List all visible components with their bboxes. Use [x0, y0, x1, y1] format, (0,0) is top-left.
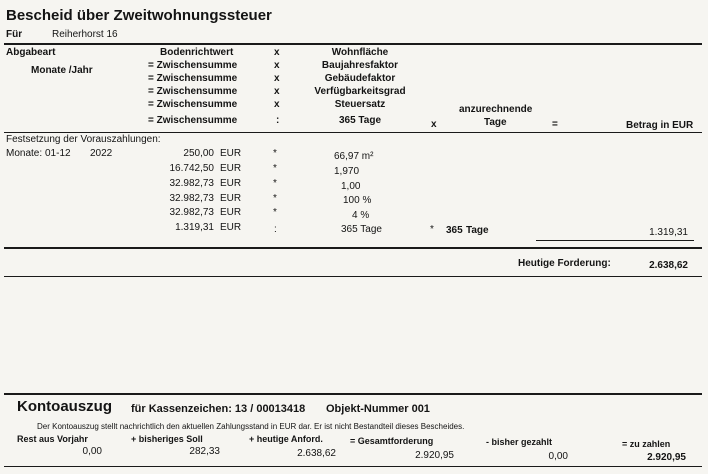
- heutige-rule: [4, 276, 702, 277]
- abgabeart-label: Abgabeart: [6, 47, 56, 58]
- amount-cell: 32.982,73: [169, 178, 214, 189]
- formula-right: Wohnfläche: [331, 47, 389, 58]
- formula-left: = Zwischensumme: [148, 99, 238, 110]
- header-rest-vorjahr: Rest aus Vorjahr: [17, 434, 88, 444]
- fuer-value: Reiherhorst 16: [52, 29, 118, 40]
- monate-label: Monate:: [6, 148, 43, 159]
- header-heutige-anford: + heutige Anford.: [249, 434, 323, 444]
- value-bisheriges-soll: 282,33: [189, 446, 220, 457]
- factor-cell: 365 Tage: [341, 224, 382, 235]
- value-heutige-anford: 2.638,62: [297, 448, 336, 459]
- formula-right: Baujahresfaktor: [321, 60, 399, 71]
- formula-op: x: [274, 47, 280, 58]
- konto-title: Kontoauszug: [17, 398, 112, 415]
- factor-cell: 1,970: [334, 166, 360, 177]
- operator-cell: *: [273, 207, 277, 218]
- amount-cell: 1.319,31: [175, 222, 214, 233]
- value-zu-zahlen: 2.920,95: [647, 452, 686, 463]
- currency-cell: EUR: [220, 207, 242, 218]
- last-days: 365: [446, 225, 463, 236]
- monate-range: 01-12: [45, 148, 71, 159]
- currency-cell: EUR: [220, 148, 242, 159]
- result-rule: [536, 240, 694, 241]
- festsetzung-rule: [4, 247, 702, 249]
- operator-cell: *: [273, 163, 277, 174]
- operator-cell: *: [273, 148, 277, 159]
- header-zu-zahlen: = zu zahlen: [622, 439, 671, 449]
- formula-op: x: [274, 60, 280, 71]
- betrag-label: Betrag in EUR: [626, 120, 694, 131]
- amount-cell: 32.982,73: [169, 193, 214, 204]
- factor-cell: 4 %: [352, 210, 370, 221]
- amount-cell: 250,00: [183, 148, 214, 159]
- operator-cell: *: [273, 193, 277, 204]
- currency-cell: EUR: [220, 178, 242, 189]
- festsetzung-title: Festsetzung der Vorauszahlungen:: [6, 134, 161, 145]
- formula-left: = Zwischensumme: [148, 60, 238, 71]
- konto-bottom-rule: [4, 466, 702, 467]
- monate-jahr-label: Monate /Jahr: [31, 65, 93, 76]
- header-bisheriges-soll: + bisheriges Soll: [131, 434, 203, 444]
- konto-top-rule: [4, 393, 702, 395]
- last-tage: Tage: [466, 225, 489, 236]
- factor-cell: 66,97 m²: [334, 151, 374, 162]
- formula-right: Gebäudefaktor: [324, 73, 396, 84]
- kassenzeichen: für Kassenzeichen: 13 / 00013418: [131, 403, 306, 415]
- factor-cell: 1,00: [341, 181, 361, 192]
- last-operator: *: [430, 224, 434, 235]
- currency-cell: EUR: [220, 193, 242, 204]
- tage-label: Tage: [484, 117, 507, 128]
- formula-left: Bodenrichtwert: [160, 47, 234, 58]
- value-gesamtforderung: 2.920,95: [415, 450, 454, 461]
- fuer-label: Für: [6, 29, 23, 40]
- header-bisher-gezahlt: - bisher gezahlt: [486, 437, 553, 447]
- formula-op-eq: =: [552, 119, 558, 130]
- header-gesamtforderung: = Gesamtforderung: [350, 436, 434, 446]
- objekt-nummer: Objekt-Nummer 001: [326, 403, 430, 415]
- header-rule: [4, 43, 702, 45]
- formula-left: = Zwischensumme: [148, 73, 238, 84]
- formula-op: :: [276, 115, 280, 126]
- formula-rule: [4, 132, 702, 133]
- heutige-label: Heutige Forderung:: [518, 258, 611, 269]
- formula-right: Steuersatz: [334, 99, 386, 110]
- page-title: Bescheid über Zweitwohnungssteuer: [6, 7, 272, 24]
- anzurechnende-label: anzurechnende: [459, 104, 533, 115]
- formula-op-x: x: [431, 119, 437, 130]
- formula-left: = Zwischensumme: [148, 115, 238, 126]
- currency-cell: EUR: [220, 163, 242, 174]
- operator-cell: *: [273, 178, 277, 189]
- operator-cell: :: [274, 224, 277, 235]
- formula-op: x: [274, 73, 280, 84]
- value-bisher-gezahlt: 0,00: [548, 451, 568, 462]
- factor-cell: 100 %: [343, 195, 372, 206]
- jahr: 2022: [90, 148, 113, 159]
- formula-op: x: [274, 86, 280, 97]
- konto-note: Der Kontoauszug stellt nachrichtlich den aktuellen Zahlungsstand in EUR dar. Er ist nicht Bestandteil dieses Bescheides.: [37, 422, 465, 431]
- formula-op: x: [274, 99, 280, 110]
- amount-cell: 32.982,73: [169, 207, 214, 218]
- amount-cell: 16.742,50: [169, 163, 214, 174]
- currency-cell: EUR: [220, 222, 242, 233]
- formula-left: = Zwischensumme: [148, 86, 238, 97]
- result-amount: 1.319,31: [649, 227, 688, 238]
- value-rest-vorjahr: 0,00: [82, 446, 102, 457]
- formula-right: 365 Tage: [338, 115, 382, 126]
- heutige-value: 2.638,62: [649, 260, 688, 271]
- formula-right: Verfügbarkeitsgrad: [314, 86, 406, 97]
